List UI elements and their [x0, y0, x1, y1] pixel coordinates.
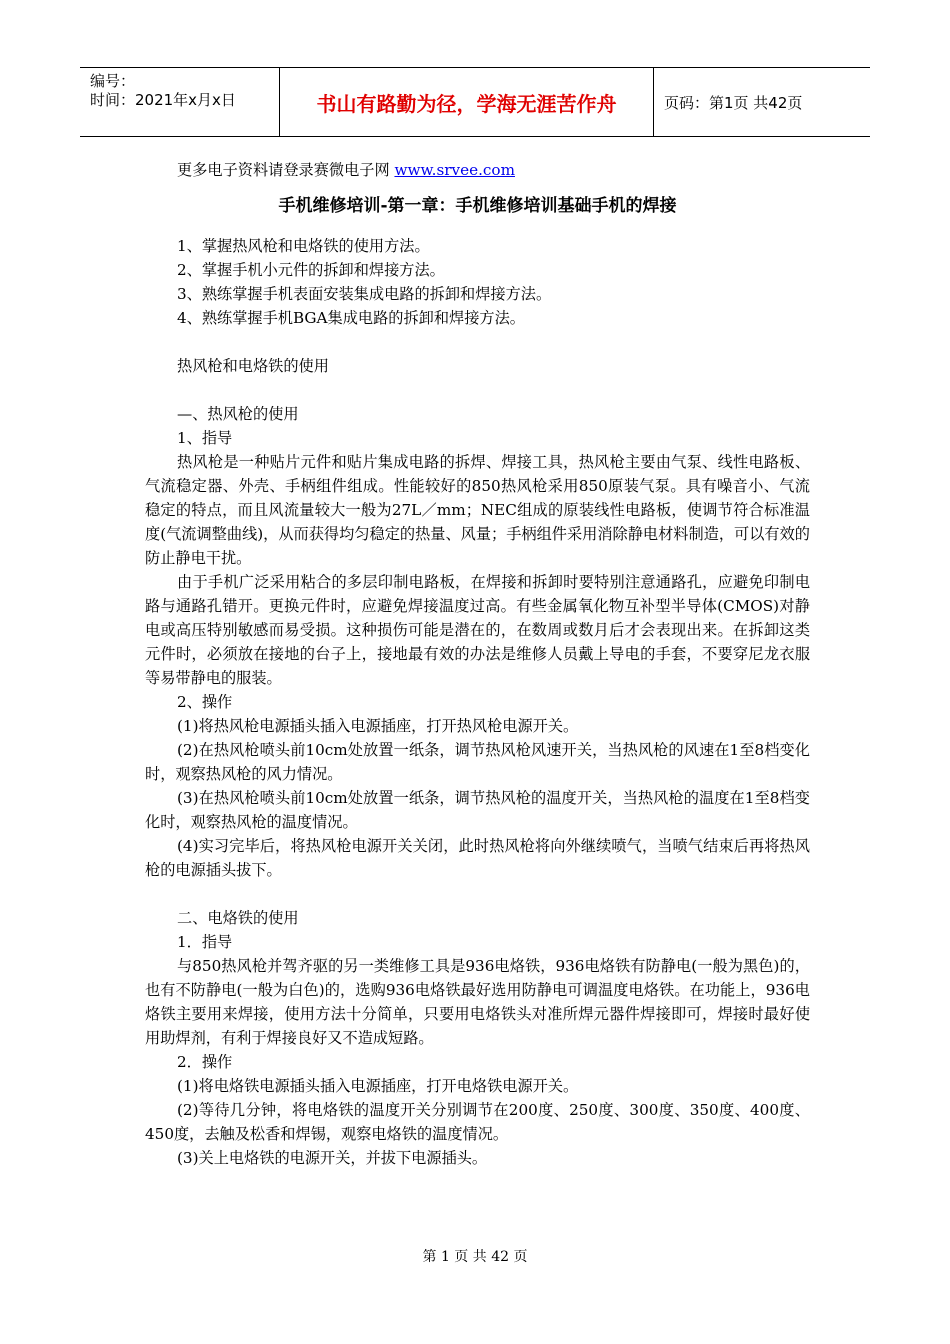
header-page-info: 页码：第1页 共42页 [664, 93, 803, 112]
part2-op-step: (1)将电烙铁电源插头插入电源插座，打开电烙铁电源开关。 [177, 1077, 579, 1095]
intro-line [145, 158, 810, 182]
section-heading: 热风枪和电烙铁的使用 [177, 357, 329, 375]
part1-paragraph-1: 热风枪是一种贴片元件和贴片集成电路的拆焊、焊接工具，热风枪主要由气泵、线性电路板、气流稳定器、外壳、手柄组件组成。性能较好的850热风枪采用850原装气泵。具有噪音小、气流稳定的特点，而且风流量较大一般为27L／mm；NEC组成的原装线性电路板，使调节符合标准温度(气流调整曲线)，从而获得均匀稳定的热量、风量；手柄组件采用消除静电材料制造，可以有效的防止静电干扰。 [145, 453, 810, 567]
part1-op-heading: 2、操作 [177, 693, 233, 711]
part2-paragraph-1: 与850热风枪并驾齐驱的另一类维修工具是936电烙铁，936电烙铁有防静电(一般为黑色)的，也有不防静电(一般为白色)的，选购936电烙铁最好选用防静电可调温度电烙铁。在功能上，936电烙铁主要用来焊接，使用方法十分简单，只要用电烙铁头对准所焊元器件焊接即可，焊接时最好使用助焊剂，有利于焊接良好又不造成短路。 [145, 957, 810, 1047]
document-title: 手机维修培训-第一章：手机维修培训基础手机的焊接 [278, 196, 677, 216]
part1-guide-heading: 1、指导 [177, 429, 233, 447]
intro-text: 更多电子资料请登录赛微电子网 [177, 161, 395, 179]
part1-op-step: (4)实习完毕后，将热风枪电源开关关闭，此时热风枪将向外继续喷气，当喷气结束后再将热风枪的电源插头拔下。 [145, 837, 810, 879]
page-footer: 第 1 页 共 42 页 [422, 1249, 528, 1265]
document-body [145, 158, 810, 1170]
objective-item: 4、熟练掌握手机BGA集成电路的拆卸和焊接方法。 [177, 309, 525, 327]
part1-op-step: (1)将热风枪电源插头插入电源插座，打开热风枪电源开关。 [177, 717, 579, 735]
number-label: 编号： [90, 72, 136, 90]
part2-op-step: (2)等待几分钟，将电烙铁的温度开关分别调节在200度、250度、300度、350度、400度、450度，去触及松香和焊锡，观察电烙铁的温度情况。 [145, 1101, 810, 1143]
header-motto: 书山有路勤为径，学海无涯苦作舟 [280, 68, 654, 136]
page-header [80, 67, 870, 137]
part1-op-step: (3)在热风枪喷头前10cm处放置一纸条，调节热风枪的温度开关，当热风枪的温度在1至8档变化时，观察热风枪的温度情况。 [145, 789, 810, 831]
header-meta [80, 68, 280, 136]
part1-heading: —、热风枪的使用 [177, 405, 299, 423]
part2-op-step: (3)关上电烙铁的电源开关，并拔下电源插头。 [177, 1149, 488, 1167]
objective-item: 3、熟练掌握手机表面安装集成电路的拆卸和焊接方法。 [177, 285, 552, 303]
objective-item: 2、掌握手机小元件的拆卸和焊接方法。 [177, 261, 445, 279]
part2-guide-heading: 1．指导 [177, 933, 233, 951]
objective-item: 1、掌握热风枪和电烙铁的使用方法。 [177, 237, 430, 255]
part2-op-heading: 2．操作 [177, 1053, 233, 1071]
part1-paragraph-2: 由于手机广泛采用粘合的多层印制电路板，在焊接和拆卸时要特别注意通路孔，应避免印制电路与通路孔错开。更换元件时，应避免焊接温度过高。有些金属氧化物互补型半导体(CMOS)对静电或高压特别敏感而易受损。这种损伤可能是潜在的，在数周或数月后才会表现出来。在拆卸这类元件时，必须放在接地的台子上，接地最有效的办法是维修人员戴上导电的手套，不要穿尼龙衣服等易带静电的服装。 [145, 573, 810, 687]
part1-op-step: (2)在热风枪喷头前10cm处放置一纸条，调节热风枪风速开关，当热风枪的风速在1至8档变化时，观察热风枪的风力情况。 [145, 741, 810, 783]
time-label: 时间：2021年x月x日 [90, 91, 236, 109]
part2-heading: 二、电烙铁的使用 [177, 909, 299, 927]
intro-link[interactable]: www.srvee.com [394, 161, 515, 179]
